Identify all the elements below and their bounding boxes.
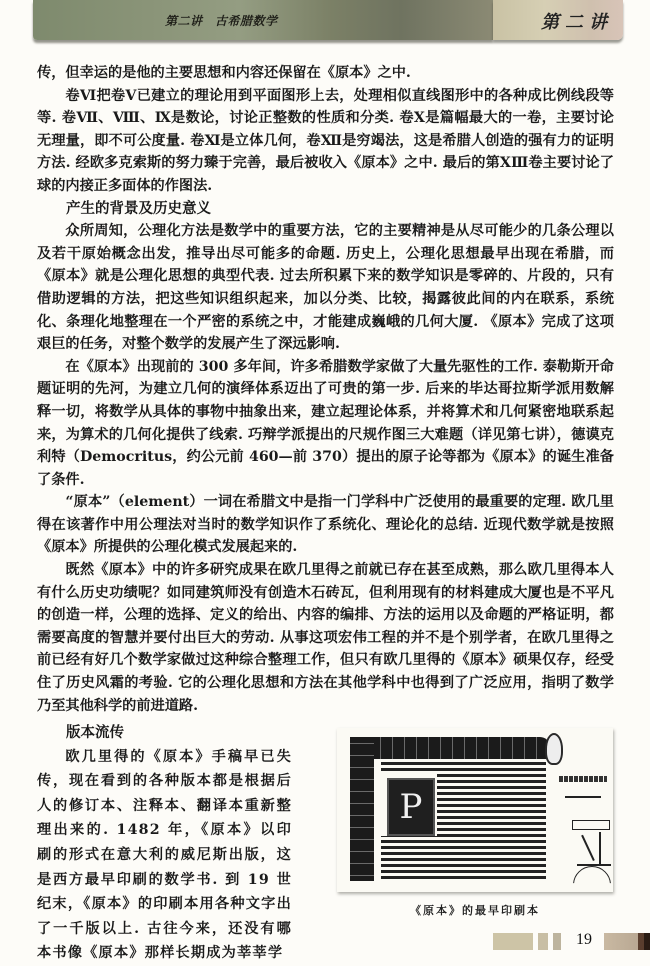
figure-diagram-text bbox=[559, 776, 607, 782]
footer-decoration bbox=[604, 933, 638, 950]
footer-decoration bbox=[553, 933, 561, 950]
paragraph: 卷Ⅵ把卷Ⅴ已建立的理论用到平面图形上去，处理相似直线图形中的各种成比例线段等等. 卷Ⅶ、Ⅷ、Ⅸ是数论，讨论正整数的性质和分类. 卷Ⅹ是篇幅最大的一卷，主要讨论无理量，即不可公度量. 卷Ⅺ是立体几何，卷Ⅻ是穷竭法，这是希腊人创造的强有力的证明方法. 经欧多克索斯的努力臻于完善，最后被收入《原本》之中. 最后的第ⅩⅢ卷主要讨论了球的内接正多面体的作图法. bbox=[37, 87, 614, 194]
version-history-section bbox=[37, 722, 292, 966]
diagram-line bbox=[577, 864, 611, 866]
chapter-badge bbox=[493, 0, 623, 40]
main-text bbox=[37, 62, 614, 717]
diagram-line bbox=[565, 796, 601, 798]
ornamental-border-left bbox=[350, 737, 374, 881]
footer-decoration bbox=[644, 933, 650, 950]
chapter-header-bar bbox=[33, 0, 493, 40]
paragraph: 欧几里得的《原本》手稿早已失传，现在看到的各种版本都是根据后人的修订本、注释本、翻译本重新整理出来的. 1482 年，《原本》以印刷的形式在意大利的威尼斯出版，这是西方最早印刷的数学书. 到 19 世纪末，《原本》的印刷本用各种文字出了一千版以上. 古往今来，还没有哪本书像《原本》那样长期成为莘莘学 bbox=[37, 748, 292, 962]
paragraph: 在《原本》出现前的 300 多年间，许多希腊数学家做了大量先驱性的工作. 泰勒斯开命题证明的先河，为建立几何的演绎体系迈出了可贵的第一步. 后来的毕达哥拉斯学派用数解释一切，将数学从具体的事物中抽象出来，建立起理论体系，并将算术和几何紧密地联系起来，为算术的几何化提供了线索. 巧辩学派提出的尺规作图三大难题（详见第七讲），德谟克利特（Democritus，约公元前 460—前 370）提出的原子论等都为《原本》的诞生准备了条件. bbox=[37, 358, 614, 488]
earliest-printed-edition-image bbox=[337, 728, 613, 892]
chapter-title: 第二讲 古希腊数学 bbox=[165, 14, 278, 28]
figure-caption: 《原本》的最早印刷本 bbox=[410, 904, 540, 917]
illuminated-initial: P bbox=[387, 778, 435, 836]
diagram-box bbox=[572, 820, 610, 830]
paragraph: “原本”（element）一词在希腊文中是指一门学科中广泛使用的最重要的定理. 欧几里得在该著作中用公理法对当时的数学知识作了系统化、理论化的总结. 近现代数学就是按照《原本》所提供的公理化模式发展起来的. bbox=[37, 494, 614, 556]
section-heading: 版本流传 bbox=[66, 725, 124, 741]
diagram-arc bbox=[573, 866, 611, 904]
ornament-flourish-icon bbox=[545, 733, 563, 765]
footer-decoration bbox=[538, 933, 548, 950]
paragraph: 既然《原本》中的许多研究成果在欧几里得之前就已存在甚至成熟，那么欧几里得本人有什么历史功绩呢？如同建筑师没有创造木石砖瓦，但利用现有的材料建成大厦也是不平凡的创造一样，公理的选择、定义的给出、内容的编排、方法的运用以及命题的严格证明，都需要高度的智慧并要付出巨大的劳动. 从事这项宏伟工程的并不是个别学者，在欧几里得之前已经有好几个数学家做过这种综合整理工作，但只有欧几里得的《原本》硕果仅存，经受住了历史风霜的考验. 它的公理化思想和方法在其他学科中也得到了广泛应用，指明了数学乃至其他科学的前进道路. bbox=[37, 562, 614, 714]
diagram-line bbox=[581, 835, 594, 861]
page-number: 19 bbox=[576, 931, 592, 948]
diagram-line bbox=[599, 832, 601, 864]
footer-decoration bbox=[493, 933, 533, 950]
paragraph: 众所周知，公理化方法是数学中的重要方法，它的主要精神是从尽可能少的几条公理以及若干原始概念出发，推导出尽可能多的命题. 历史上，公理化思想最早出现在希腊，而《原本》就是公理化思想的典型代表. 过去所积累下来的数学知识是零碎的、片段的，只有借助逻辑的方法，把这些知识组织起来，加以分类、比较，揭露彼此间的内在联系，系统化、条理化地整理在一个严密的系统之中，才能建成巍峨的几何大厦. 《原本》完成了这项艰巨的任务，对整个数学的发展产生了深远影响. bbox=[37, 223, 614, 353]
section-heading: 产生的背景及历史意义 bbox=[66, 200, 211, 217]
ornamental-border-top bbox=[350, 737, 550, 759]
paragraph: 传，但幸运的是他的主要思想和内容还保留在《原本》之中. bbox=[37, 65, 411, 81]
chapter-badge-text: 第二讲 bbox=[541, 12, 613, 33]
